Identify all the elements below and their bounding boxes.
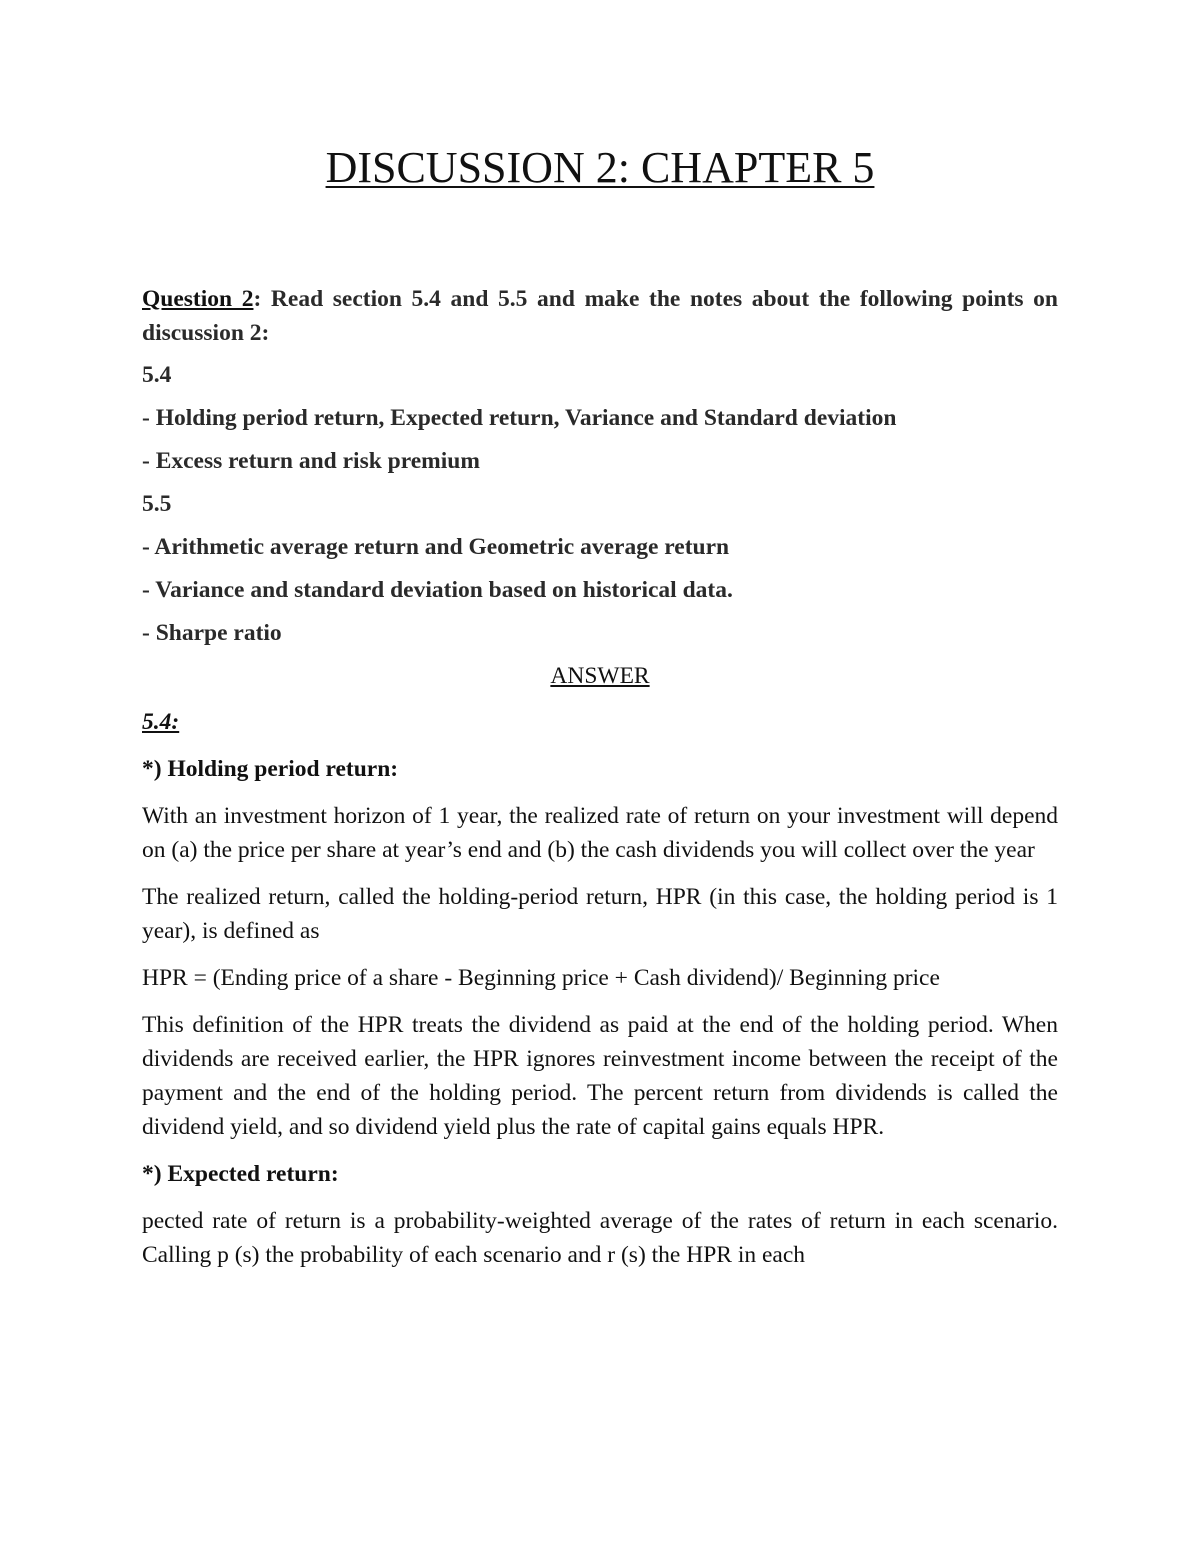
question-prompt bbox=[142, 282, 1058, 350]
hpr-paragraph: The realized return, called the holding-period return, HPR (in this case, the holding period is 1 year), is defined as bbox=[142, 884, 1058, 944]
topic-item: - Holding period return, Expected return, Variance and Standard deviation bbox=[142, 405, 897, 431]
section-number-5-5: 5.5 bbox=[142, 491, 172, 517]
expected-return-paragraph: pected rate of return is a probability-weighted average of the rates of return in each scenario. Calling p (s) the probability of each scenario and r (s) the HPR in each bbox=[142, 1208, 1058, 1268]
answer-section-heading: 5.4: bbox=[142, 709, 180, 735]
hpr-paragraph: This definition of the HPR treats the dividend as paid at the end of the holding period. When dividends are received earlier, the HPR ignores reinvestment income between the receipt of the payment and the end of the holding period. The percent return from dividends is called the dividend yield, and so dividend yield plus the rate of capital gains equals HPR. bbox=[142, 1012, 1058, 1140]
document-body bbox=[142, 282, 1058, 1285]
hpr-formula: HPR = (Ending price of a share - Beginning price + Cash dividend)/ Beginning price bbox=[142, 965, 940, 991]
topic-item: - Sharpe ratio bbox=[142, 620, 282, 646]
topic-item: - Variance and standard deviation based on historical data. bbox=[142, 577, 733, 603]
expected-return-heading: *) Expected return: bbox=[142, 1161, 339, 1187]
section-number-5-4: 5.4 bbox=[142, 362, 172, 388]
hpr-paragraph: With an investment horizon of 1 year, the realized rate of return on your investment will depend on (a) the price per share at year’s end and (b) the cash dividends you will collect over the year bbox=[142, 803, 1058, 863]
question-text: : Read section 5.4 and 5.5 and make the notes about the following points on discussion 2: bbox=[142, 286, 1058, 346]
topic-item: - Excess return and risk premium bbox=[142, 448, 480, 474]
answer-heading: ANSWER bbox=[550, 663, 650, 689]
question-label: Question 2 bbox=[142, 286, 254, 312]
page-title: DISCUSSION 2: CHAPTER 5 bbox=[325, 143, 875, 192]
topic-item: - Arithmetic average return and Geometric average return bbox=[142, 534, 730, 560]
hpr-heading: *) Holding period return: bbox=[142, 756, 399, 782]
